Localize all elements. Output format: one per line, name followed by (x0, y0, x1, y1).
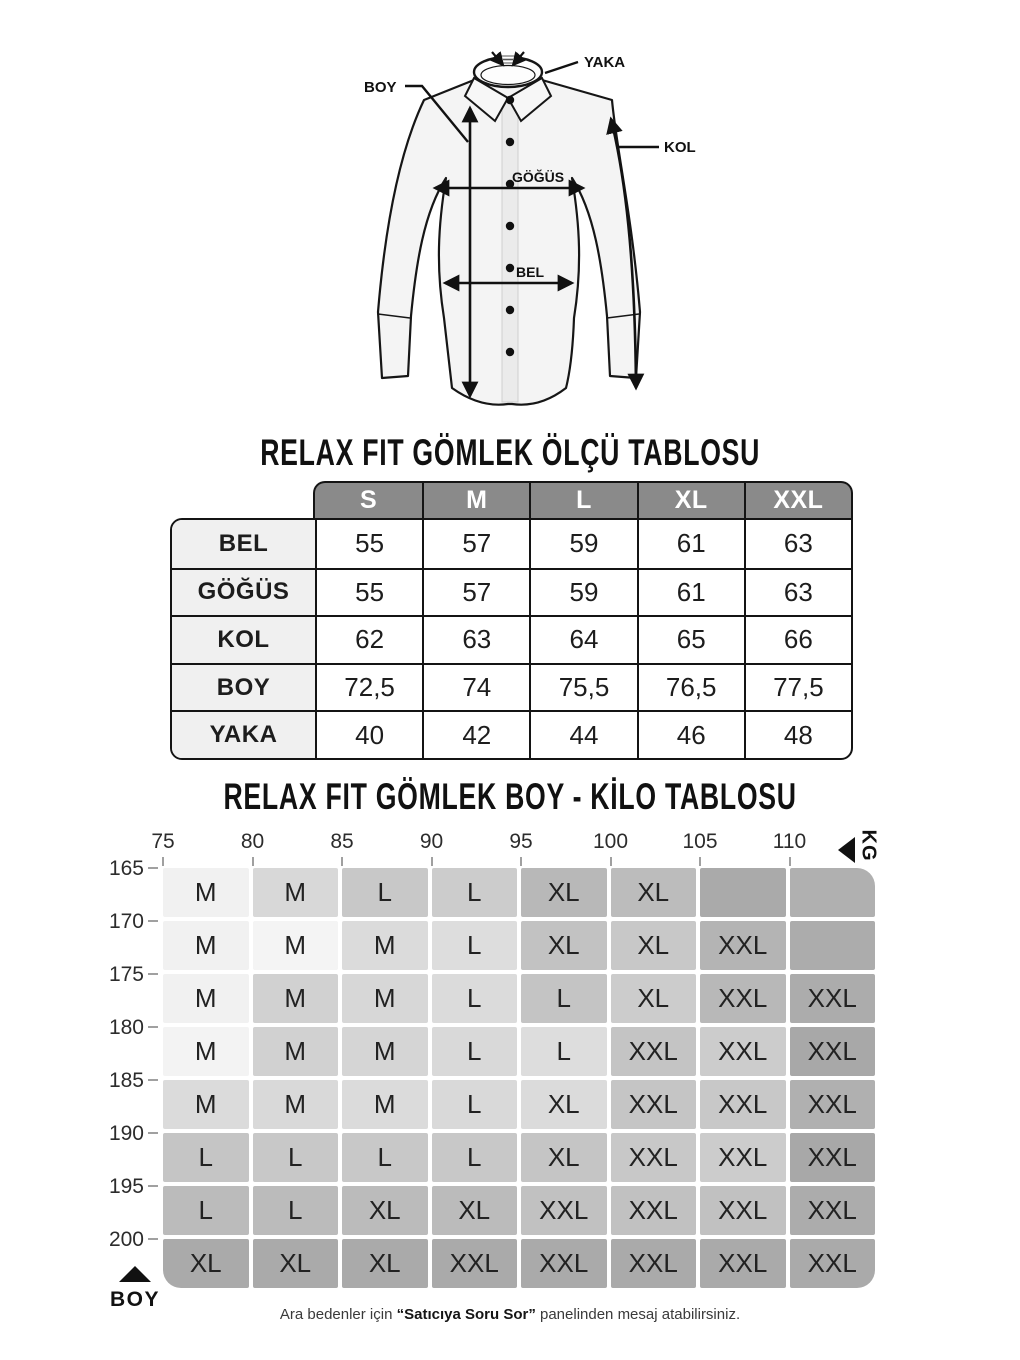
boy-tick-mark (148, 920, 158, 922)
kg-tick-label: 75 (151, 830, 175, 853)
kg-tick-mark (341, 857, 343, 866)
boy-arrow-icon (119, 1266, 151, 1282)
size-table-header-row (313, 481, 853, 518)
kg-tick-mark (252, 857, 254, 866)
matrix-cell: XL (521, 1133, 607, 1182)
matrix-cell: M (342, 1027, 428, 1076)
size-col-header: XXL (744, 483, 851, 518)
size-table-title: RELAX FIT GÖMLEK ÖLÇÜ TABLOSU (260, 432, 760, 473)
size-table (170, 481, 853, 760)
size-cell: 40 (315, 710, 422, 758)
matrix-cell: XXL (700, 1027, 786, 1076)
boy-tick-mark (148, 1238, 158, 1240)
size-cell: 75,5 (529, 663, 636, 711)
matrix-cell: XXL (700, 974, 786, 1023)
matrix-cell: XXL (611, 1133, 697, 1182)
size-cell: 61 (637, 520, 744, 568)
matrix-cell: M (163, 1080, 249, 1129)
matrix-cell: XXL (700, 921, 786, 970)
matrix-cell: XL (521, 1080, 607, 1129)
matrix-cell (790, 868, 876, 917)
kg-tick-label: 105 (682, 830, 718, 853)
boy-diagram-label: BOY (364, 79, 397, 96)
matrix-cell: M (253, 1080, 339, 1129)
size-cell: 63 (744, 520, 851, 568)
boy-kilo-matrix (163, 868, 875, 1288)
matrix-cell: XXL (790, 1186, 876, 1235)
matrix-cell: M (163, 974, 249, 1023)
size-col-header: S (360, 486, 378, 514)
kg-tick-label: 80 (240, 830, 265, 853)
size-col-header: XL (637, 483, 744, 518)
matrix-cell: M (342, 921, 428, 970)
kg-arrow-icon (838, 837, 855, 863)
size-row-label: BOY (172, 663, 315, 711)
size-cell: 64 (529, 615, 636, 663)
boy-tick-mark (148, 1132, 158, 1134)
matrix-cell: M (253, 974, 339, 1023)
kg-tick-label: 110 (772, 830, 807, 853)
boy-tick-mark (148, 1079, 158, 1081)
footer-bold: “Satıcıya Soru Sor” (396, 1306, 536, 1323)
matrix-cell: L (432, 921, 518, 970)
kol-label: KOL (664, 139, 696, 156)
size-cell: 77,5 (744, 663, 851, 711)
matrix-cell: XXL (790, 1239, 876, 1288)
size-cell: 74 (422, 663, 529, 711)
matrix-cell: L (163, 1133, 249, 1182)
matrix-cell: L (432, 1133, 518, 1182)
matrix-cell: M (253, 921, 339, 970)
size-cell: 44 (529, 710, 636, 758)
matrix-cell: M (342, 974, 428, 1023)
matrix-cell: XXL (432, 1239, 518, 1288)
matrix-cell: XXL (611, 1239, 697, 1288)
kg-tick-mark (431, 857, 433, 866)
boy-tick-label: 195 (108, 1175, 144, 1198)
size-cell: 46 (637, 710, 744, 758)
matrix-cell: L (253, 1133, 339, 1182)
matrix-cell: XXL (611, 1027, 697, 1076)
size-cell: 61 (637, 568, 744, 616)
matrix-cell: M (342, 1080, 428, 1129)
boy-tick-label: 190 (108, 1122, 144, 1145)
size-cell: 62 (315, 615, 422, 663)
matrix-cell: XXL (700, 1133, 786, 1182)
boy-tick-label: 170 (108, 910, 144, 933)
size-col-header: L (529, 483, 636, 518)
boy-tick-mark (148, 1026, 158, 1028)
footer-suffix: panelinden mesaj atabilirsiniz. (535, 1306, 741, 1323)
matrix-cell: XL (521, 921, 607, 970)
kg-tick-mark (789, 857, 791, 866)
boy-tick-label: 165 (108, 857, 144, 880)
size-col-header: M (422, 483, 529, 518)
matrix-title: RELAX FIT GÖMLEK BOY - KİLO TABLOSU (223, 776, 797, 817)
matrix-cell: XL (521, 868, 607, 917)
size-cell: 48 (744, 710, 851, 758)
kg-tick-label: 90 (419, 830, 444, 853)
matrix-cell: XL (163, 1239, 249, 1288)
matrix-cell: XL (342, 1239, 428, 1288)
kg-tick-mark (610, 857, 612, 866)
matrix-cell: XXL (611, 1080, 697, 1129)
matrix-cell: XL (611, 921, 697, 970)
matrix-cell: L (342, 868, 428, 917)
boy-tick-mark (148, 1185, 158, 1187)
matrix-cell: M (253, 1027, 339, 1076)
matrix-cell: L (432, 1027, 518, 1076)
matrix-cell: XXL (700, 1186, 786, 1235)
matrix-cell: M (163, 1027, 249, 1076)
matrix-cell: M (253, 868, 339, 917)
boy-tick-label: 200 (108, 1228, 144, 1251)
matrix-cell: XXL (790, 974, 876, 1023)
size-cell: 72,5 (315, 663, 422, 711)
matrix-cell: L (163, 1186, 249, 1235)
boy-tick-mark (148, 867, 158, 869)
size-cell: 59 (529, 520, 636, 568)
boy-tick-label: 185 (108, 1069, 144, 1092)
kg-tick-mark (699, 857, 701, 866)
matrix-cell (700, 868, 786, 917)
matrix-cell: XXL (521, 1239, 607, 1288)
matrix-cell: L (521, 1027, 607, 1076)
matrix-cell: XL (253, 1239, 339, 1288)
size-cell: 42 (422, 710, 529, 758)
kg-tick-mark (520, 857, 522, 866)
gogus-label: GÖĞÜS (511, 169, 565, 185)
size-cell: 55 (315, 568, 422, 616)
kg-tick-mark (162, 857, 164, 866)
size-row-label: GÖĞÜS (172, 568, 315, 616)
kg-tick-label: 95 (509, 830, 533, 853)
boy-tick-label: 180 (108, 1016, 144, 1039)
kg-tick-label: 100 (592, 830, 629, 853)
matrix-cell: XL (611, 974, 697, 1023)
matrix-cell: L (342, 1133, 428, 1182)
matrix-cell: XXL (790, 1080, 876, 1129)
yaka-label: YAKA (584, 54, 626, 71)
matrix-cell: L (432, 868, 518, 917)
kg-tick-label: 85 (330, 830, 354, 853)
matrix-cell: XL (611, 868, 697, 917)
bel-label: BEL (516, 264, 544, 280)
matrix-cell: XXL (790, 1133, 876, 1182)
size-row-label: KOL (172, 615, 315, 663)
matrix-cell: L (521, 974, 607, 1023)
matrix-cell: L (253, 1186, 339, 1235)
matrix-cell: XXL (611, 1186, 697, 1235)
matrix-cell: L (432, 1080, 518, 1129)
matrix-cell: XL (432, 1186, 518, 1235)
matrix-cell: XXL (700, 1080, 786, 1129)
kg-axis-label-group (838, 829, 898, 873)
boy-tick-label: 175 (108, 963, 144, 986)
kg-axis (151, 830, 875, 868)
footer-prefix: Ara bedenler için (279, 1306, 397, 1323)
matrix-cell: XXL (521, 1186, 607, 1235)
size-cell: 65 (637, 615, 744, 663)
kg-axis-label: KG (857, 829, 880, 862)
size-cell: 76,5 (637, 663, 744, 711)
size-cell: 55 (315, 520, 422, 568)
boy-axis-label: BOY (109, 1288, 160, 1311)
matrix-cell: L (432, 974, 518, 1023)
matrix-cell: M (163, 868, 249, 917)
matrix-cell: XXL (700, 1239, 786, 1288)
size-cell: 59 (529, 568, 636, 616)
size-row-label: YAKA (172, 710, 315, 758)
size-cell: 63 (744, 568, 851, 616)
shirt-measurement-diagram (298, 16, 728, 434)
boy-axis (92, 857, 158, 1298)
size-cell: 66 (744, 615, 851, 663)
matrix-cell: M (163, 921, 249, 970)
matrix-cell: XXL (790, 1027, 876, 1076)
matrix-cell (790, 921, 876, 970)
size-row-label: BEL (172, 520, 315, 568)
size-cell: 57 (422, 520, 529, 568)
footer-note (0, 1306, 1020, 1323)
matrix-cell: XL (342, 1186, 428, 1235)
boy-tick-mark (148, 973, 158, 975)
size-cell: 63 (422, 615, 529, 663)
size-cell: 57 (422, 568, 529, 616)
size-table-body (170, 518, 853, 760)
